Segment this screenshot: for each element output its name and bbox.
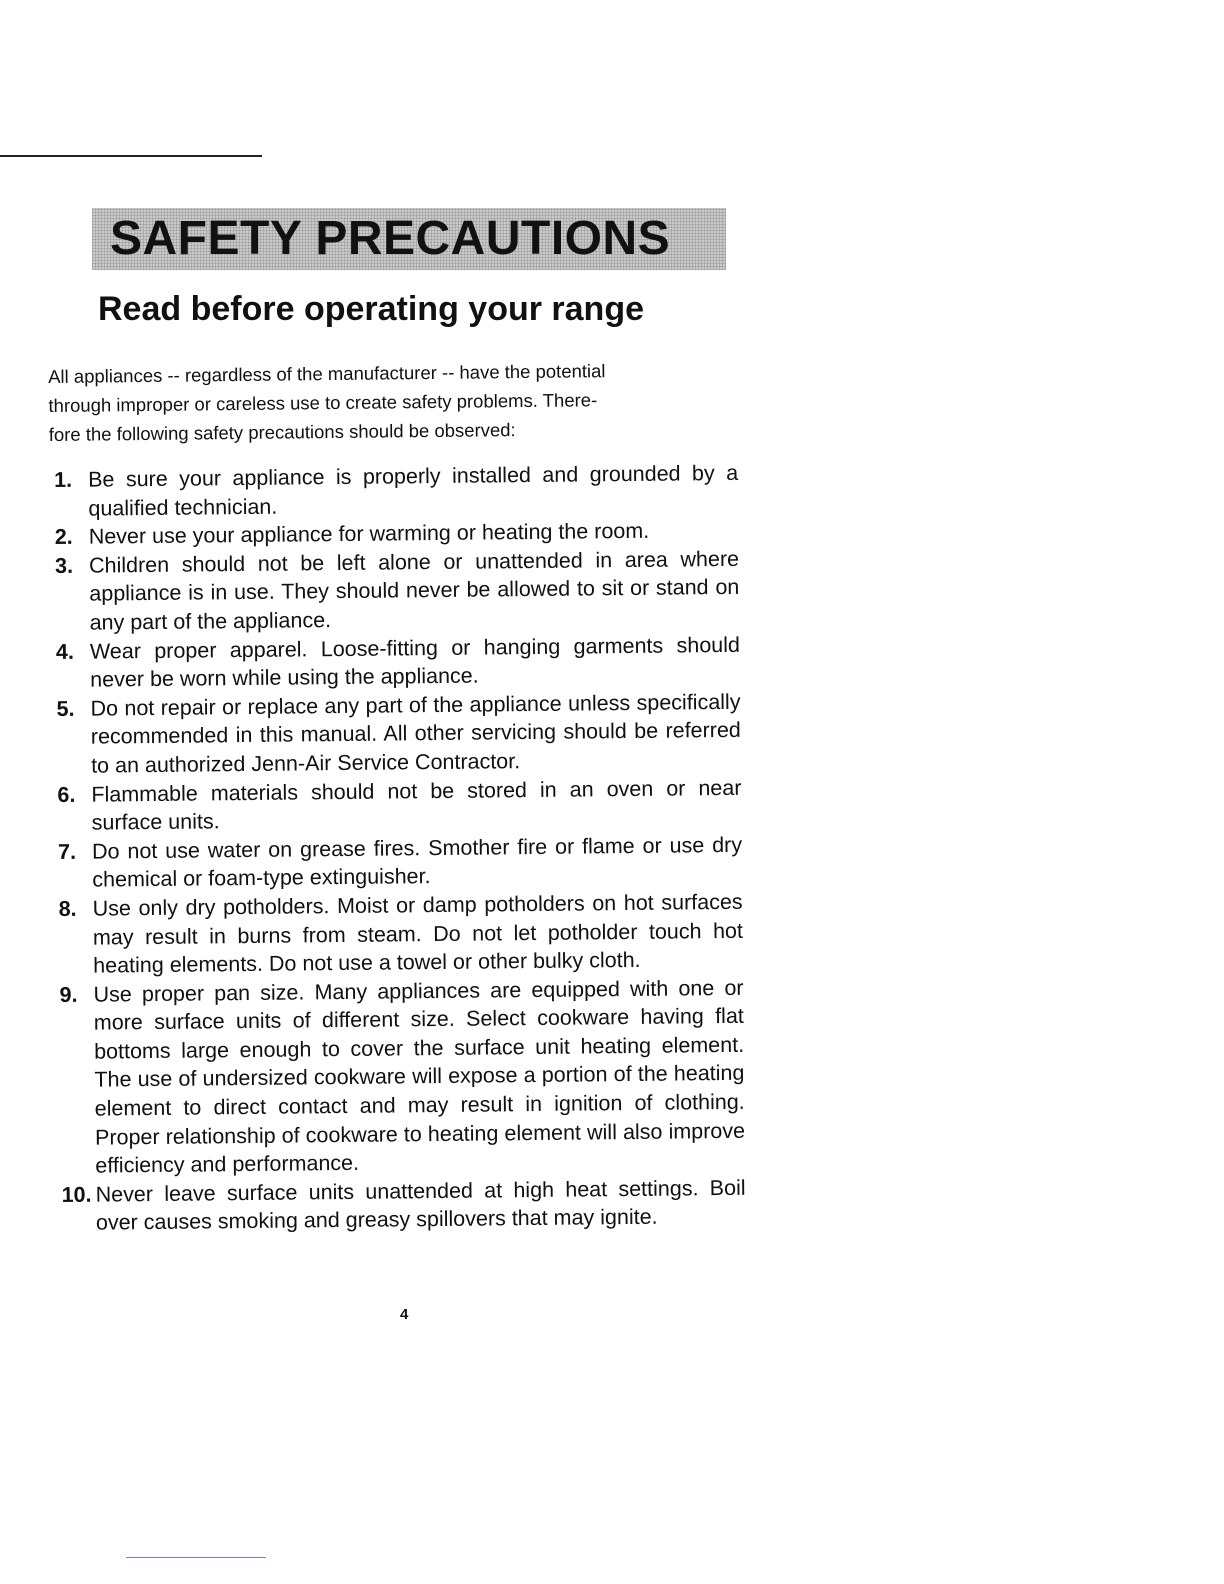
title-banner xyxy=(92,208,726,270)
item-number: 6. xyxy=(57,782,76,807)
item-text: Be sure your appliance is properly installed and grounded by a qualified technician. xyxy=(88,460,739,521)
item-number: 3. xyxy=(54,553,74,578)
intro-line: All appliances -- regardless of the manufacturer -- have the potential xyxy=(48,360,606,387)
page-number: 4 xyxy=(400,1306,409,1323)
top-rule xyxy=(0,155,262,157)
page-title: SAFETY PRECAUTIONS xyxy=(110,212,671,265)
item-text: Never use your appliance for warming or heating the room. xyxy=(88,518,650,549)
item-text: Use proper pan size. Many appliances are equipped with one or more surface units of different size. Select cookware having flat bottoms large enough to cover the surface unit heating element. The use of undersized cookware will expose a portion of the heating element to direct contact and may result in ignition of clothing. Proper relationship of cookware to heating element will also improve efficiency and performance. xyxy=(93,975,746,1178)
item-number: 9. xyxy=(59,982,78,1007)
item-number: 8. xyxy=(58,896,77,921)
list-item xyxy=(59,973,781,1181)
list-item xyxy=(57,773,778,838)
item-text: Never leave surface units unattended at high heat settings. Boil over causes smoking and greasy spillovers that may ignite. xyxy=(95,1175,746,1236)
item-number: 1. xyxy=(54,467,73,492)
item-number: 5. xyxy=(56,696,75,721)
list-item xyxy=(54,458,775,523)
item-text: Use only dry potholders. Moist or damp potholders on hot surfaces may result in burns from steam. Do not let potholder touch hot heating elements. Do not use a towel or other bulky cloth. xyxy=(92,889,744,978)
list-item xyxy=(56,630,777,695)
bottom-rule xyxy=(126,1557,266,1558)
subtitle: Read before operating your range xyxy=(98,290,644,328)
intro-paragraph xyxy=(48,355,749,449)
precautions-list xyxy=(54,458,782,1238)
list-item xyxy=(55,544,776,637)
item-number: 2. xyxy=(54,524,73,550)
item-text: Children should not be left alone or unattended in area where appliance is in use. They should never be allowed to sit or stand on any part of the appliance. xyxy=(88,546,740,635)
list-item xyxy=(58,830,779,895)
item-text: Flammable materials should not be stored in an oven or near surface units. xyxy=(91,775,742,835)
list-item xyxy=(58,887,779,980)
intro-line: through improper or careless use to create safety problems. There- xyxy=(48,389,598,416)
item-number: 7. xyxy=(57,839,77,864)
item-number: 4. xyxy=(55,639,75,664)
item-text: Wear proper apparel. Loose-fitting or hanging garments should never be worn while using the appliance. xyxy=(89,632,741,692)
intro-line: fore the following safety precautions should be observed: xyxy=(48,419,516,445)
list-item xyxy=(56,687,777,780)
list-item xyxy=(61,1173,782,1238)
item-number: 10. xyxy=(61,1182,92,1207)
item-text: Do not use water on grease fires. Smother fire or flame or use dry chemical or foam-type extinguisher. xyxy=(91,832,743,892)
item-text: Do not repair or replace any part of the appliance unless specifically recommended in this manual. All other servicing should be referred to an authorized Jenn-Air Service Contractor. xyxy=(90,689,741,778)
